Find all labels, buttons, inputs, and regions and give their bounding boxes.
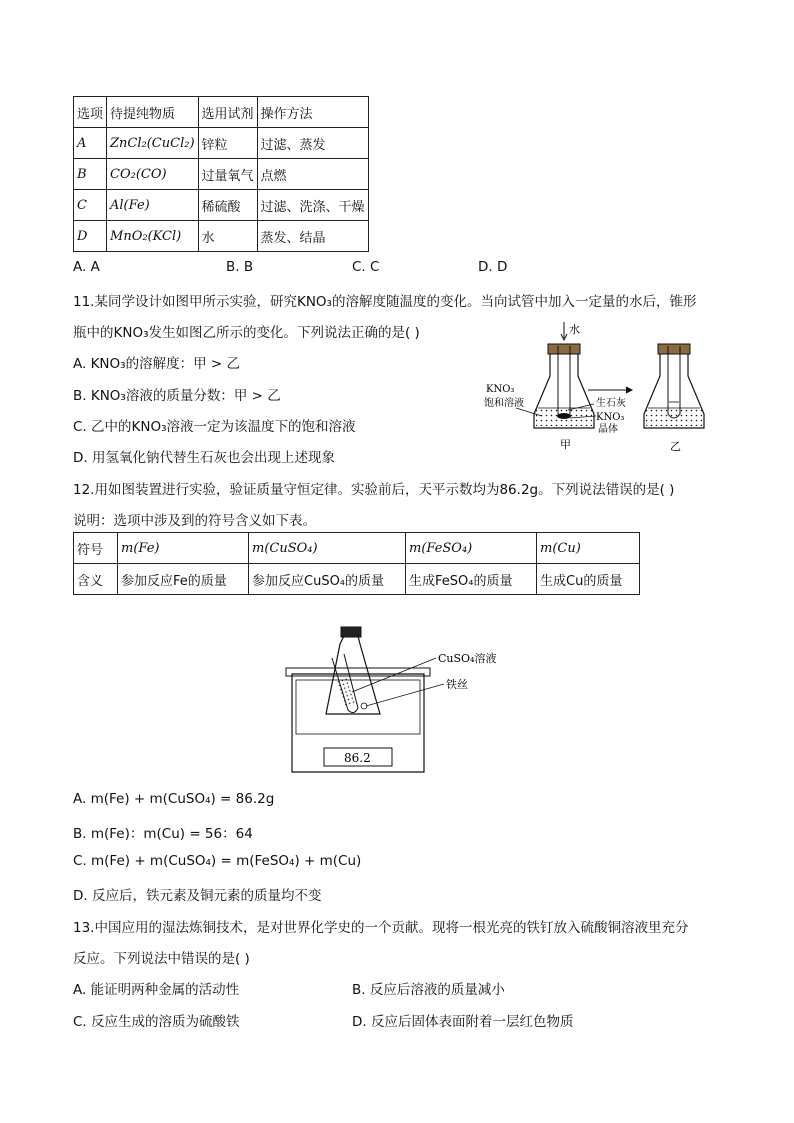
q13-option-c[interactable]: C. 反应生成的溶质为硫酸铁 bbox=[73, 1014, 240, 1030]
table-cell: m(FeSO₄) bbox=[406, 533, 537, 564]
q12-figure bbox=[284, 622, 524, 782]
q13-stem-line1: 13.中国应用的湿法炼铜技术，是对世界化学史的一个贡献。现将一根光亮的铁钉放入硫酸铜溶液里充分 bbox=[73, 920, 689, 936]
table-cell: B bbox=[74, 159, 107, 190]
table-cell: 参加反应CuSO₄的质量 bbox=[249, 564, 406, 595]
q12-option-d[interactable]: D. 反应后，铁元素及铜元素的质量均不变 bbox=[73, 888, 322, 904]
q10-option-b[interactable]: B. B bbox=[226, 259, 254, 275]
table-row bbox=[74, 533, 640, 564]
table-cell: CO₂(CO) bbox=[107, 159, 199, 190]
table-cell: m(Cu) bbox=[537, 533, 640, 564]
q11-stem-line2: 瓶中的KNO₃发生如图乙所示的变化。下列说法正确的是( ) bbox=[73, 325, 420, 341]
q13-stem-line2: 反应。下列说法中错误的是( ) bbox=[73, 951, 250, 967]
table-cell: m(Fe) bbox=[118, 533, 249, 564]
yi-label: 乙 bbox=[670, 440, 681, 453]
q13-option-a[interactable]: A. 能证明两种金属的活动性 bbox=[73, 982, 240, 998]
table-cell: 水 bbox=[198, 221, 257, 252]
table-header: 选项 bbox=[74, 97, 107, 128]
balance-display: 86.2 bbox=[344, 751, 371, 765]
kno3-label: KNO₃ bbox=[486, 384, 515, 395]
table-cell: 含义 bbox=[74, 564, 118, 595]
table-header: 操作方法 bbox=[257, 97, 368, 128]
q11-option-d[interactable]: D. 用氢氧化钠代替生石灰也会出现上述现象 bbox=[73, 450, 335, 466]
table-header-row bbox=[74, 97, 369, 128]
table-cell: 过量氧气 bbox=[198, 159, 257, 190]
q11-stem-line1: 11.某同学设计如图甲所示实验，研究KNO₃的溶解度随温度的变化。当向试管中加入一定量的水后，锥形 bbox=[73, 294, 697, 310]
table-cell: 生成FeSO₄的质量 bbox=[406, 564, 537, 595]
q11-figure bbox=[484, 318, 724, 458]
table-cell: D bbox=[74, 221, 107, 252]
table-header: 待提纯物质 bbox=[107, 97, 199, 128]
q12-stem: 12.用如图装置进行实验，验证质量守恒定律。实验前后，天平示数均为86.2g。下列说法错误的是( ) bbox=[73, 482, 675, 498]
symbol-table bbox=[73, 532, 640, 595]
water-label: 水 bbox=[569, 323, 580, 336]
q12-option-a[interactable]: A. m(Fe) + m(CuSO₄) = 86.2g bbox=[73, 791, 275, 807]
crystal-label2: 晶体 bbox=[598, 424, 618, 435]
crystal-label1: KNO₃ bbox=[596, 412, 625, 423]
q12-note: 说明：选项中涉及到的符号含义如下表。 bbox=[73, 513, 316, 529]
table-row bbox=[74, 221, 369, 252]
table-cell: Al(Fe) bbox=[107, 190, 199, 221]
q11-option-b[interactable]: B. KNO₃溶液的质量分数：甲 > 乙 bbox=[73, 388, 281, 404]
table-cell: m(CuSO₄) bbox=[249, 533, 406, 564]
q13-option-b[interactable]: B. 反应后溶液的质量减小 bbox=[352, 982, 505, 998]
table-row bbox=[74, 128, 369, 159]
table-header: 选用试剂 bbox=[198, 97, 257, 128]
table-cell: 参加反应Fe的质量 bbox=[118, 564, 249, 595]
table-cell: 生成Cu的质量 bbox=[537, 564, 640, 595]
table-cell: ZnCl₂(CuCl₂) bbox=[107, 128, 199, 159]
lime-label: 生石灰 bbox=[596, 398, 626, 409]
wire-label: 铁丝 bbox=[446, 678, 468, 691]
cuso4-label: CuSO₄溶液 bbox=[438, 652, 497, 665]
jia-label: 甲 bbox=[560, 438, 571, 451]
table-cell: MnO₂(KCl) bbox=[107, 221, 199, 252]
saturated-label: 饱和溶液 bbox=[484, 398, 524, 409]
table-cell: 点燃 bbox=[257, 159, 368, 190]
q12-option-b[interactable]: B. m(Fe)：m(Cu) = 56：64 bbox=[73, 826, 253, 842]
table-cell: 锌粒 bbox=[198, 128, 257, 159]
table-row bbox=[74, 190, 369, 221]
q10-option-a[interactable]: A. A bbox=[73, 259, 100, 275]
table-row bbox=[74, 159, 369, 190]
table-cell: 符号 bbox=[74, 533, 118, 564]
q11-option-c[interactable]: C. 乙中的KNO₃溶液一定为该温度下的饱和溶液 bbox=[73, 419, 356, 435]
table-cell: 过滤、蒸发 bbox=[257, 128, 368, 159]
table-cell: A bbox=[74, 128, 107, 159]
table-row bbox=[74, 564, 640, 595]
q13-option-d[interactable]: D. 反应后固体表面附着一层红色物质 bbox=[352, 1014, 574, 1030]
table-cell: 蒸发、结晶 bbox=[257, 221, 368, 252]
q11-option-a[interactable]: A. KNO₃的溶解度：甲 > 乙 bbox=[73, 356, 240, 372]
q10-option-d[interactable]: D. D bbox=[478, 259, 508, 275]
q12-option-c[interactable]: C. m(Fe) + m(CuSO₄) = m(FeSO₄) + m(Cu) bbox=[73, 853, 362, 869]
table-cell: 稀硫酸 bbox=[198, 190, 257, 221]
table-cell: 过滤、洗涤、干燥 bbox=[257, 190, 368, 221]
purification-table bbox=[73, 96, 369, 252]
table-cell: C bbox=[74, 190, 107, 221]
q10-option-c[interactable]: C. C bbox=[352, 259, 380, 275]
